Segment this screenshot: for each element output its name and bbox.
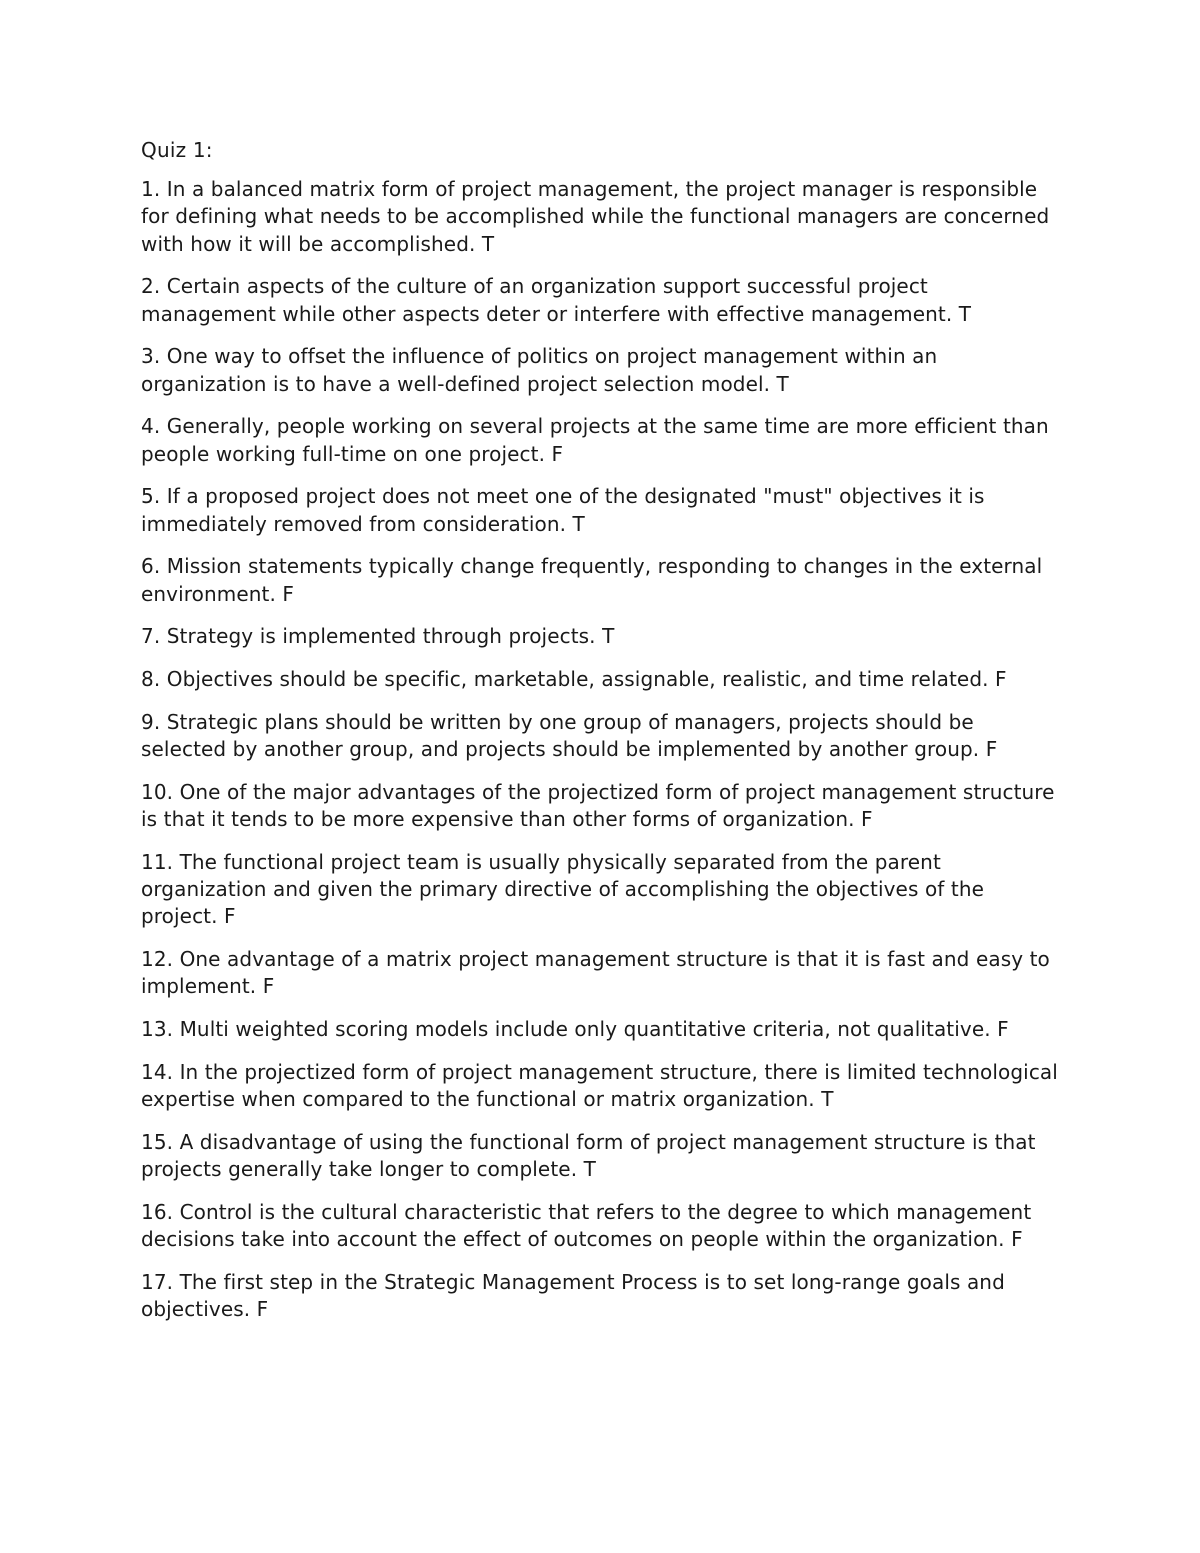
question-7: 7. Strategy is implemented through projects. T [141, 624, 615, 649]
question-8: 8. Objectives should be specific, marketable, assignable, realistic, and time related. F [141, 667, 1007, 691]
question-list [141, 176, 1090, 1323]
question-13: 13. Multi weighted scoring models include only quantitative criteria, not qualitative. F [141, 1017, 1009, 1041]
question-1: 1. In a balanced matrix form of project management, the project manager is responsible for defining what needs to be accomplished while the functional managers are concerned with how it will be accomplished. T [141, 177, 1050, 256]
question-16: 16. Control is the cultural characteristic that refers to the degree to which management decisions take into account the effect of outcomes on people within the organization. F [141, 1199, 1032, 1251]
question-2: 2. Certain aspects of the culture of an organization support successful project management while other aspects deter or interfere with effective management. T [141, 274, 972, 326]
question-9: 9. Strategic plans should be written by one group of managers, projects should be selected by another group, and projects should be implemented by another group. F [141, 709, 998, 761]
question-11: 11. The functional project team is usually physically separated from the parent organization and given the primary directive of accomplishing the objectives of the project. F [141, 849, 984, 929]
question-15: 15. A disadvantage of using the functional form of project management structure is that projects generally take longer to complete. T [141, 1129, 1036, 1181]
question-17: 17. The first step in the Strategic Management Process is to set long-range goals and objectives. F [141, 1269, 1005, 1321]
quiz-title: Quiz 1: [141, 138, 213, 162]
question-6: 6. Mission statements typically change frequently, responding to changes in the external environment. F [141, 554, 1043, 606]
question-10: 10. One of the major advantages of the projectized form of project management structure is that it tends to be more expensive than other forms of organization. F [141, 779, 1055, 831]
question-4: 4. Generally, people working on several projects at the same time are more efficient than people working full-time on one project. F [141, 414, 1049, 466]
question-3: 3. One way to offset the influence of politics on project management within an organization is to have a well-defined project selection model. T [141, 344, 938, 396]
question-14: 14. In the projectized form of project management structure, there is limited technological expertise when compared to the functional or matrix organization. T [141, 1059, 1058, 1111]
question-12: 12. One advantage of a matrix project management structure is that it is fast and easy to implement. F [141, 947, 1050, 999]
question-5: 5. If a proposed project does not meet one of the designated "must" objectives it is immediately removed from consideration. T [141, 484, 985, 536]
